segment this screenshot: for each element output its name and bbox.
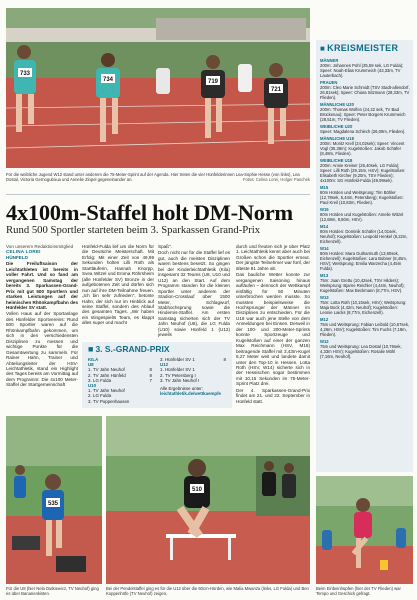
paragraph: durch und freuten sich je über Platz 1. Leichtathletik kennt aber auch bei Großen schon die Sportler erneut. Der jüngste Teilnehmer war fünf, der älteste 81 Jahre alt. (236, 244, 310, 271)
paragraph: Doch nicht nur für die Staffel lief es gut, auch die meisten Disziplinen waren bestens besetzt. So gingen bei der Kinderleichtathletik (Kila) insgesamt 32 Teams (U8, U10 und U12) an den Start. Auf dem Programm standen für die kleinen Sportler unter anderem der Stadion-Crosslauf über 1500 Meter, Schlagwurf, Stabhochsprung sowie die Hindernis-Staffel. Am ersten Samstag sicherten sich der TV Jahn Neuhof (U8), die LG Fulda (U10) sowie Hünfeld 1 (U12) jeweils (158, 250, 230, 338)
sidebar-category: W12 (320, 339, 329, 344)
byline-name: CELINA LOREI (6, 249, 41, 255)
sidebar-result-text: 75m und Weitsprung: Lea Dostal (10,76sek, 4,33m HSV); Kugelstoßen: Rosalie Möhl (7,16m, Neuhof). (320, 344, 402, 359)
sidebar-category: MÄNNER (320, 58, 339, 63)
photo-one-leg-hop (316, 476, 413, 584)
sidebar-category: M15 (320, 185, 329, 190)
photo-u8-crate-run (6, 416, 102, 584)
bottom-middle-caption: Bei der Pendelstaffel ging es für die U12 über die 60cm-Hürden, wie Malia Mwanza (links, LG Fulda) und Ben Koppenhöfe (TV Neuhof) zeigen. (106, 586, 309, 596)
photo-hurdle-relay (106, 416, 310, 584)
paragraph: Der 4. Sparkassen-Grand-Prix findet am 21. und 22. September in Hünfeld statt. (236, 387, 310, 404)
results-link[interactable]: leichtathletik.de/wettkaempfe (160, 391, 221, 397)
dateline: HÜNFELD (6, 254, 28, 260)
bib-number: 719 (207, 79, 219, 85)
sidebar-category: WEIBLICHE U18 (320, 158, 353, 163)
sidebar-category: MÄNNLICHE U20 (320, 102, 354, 107)
sidebar-title: ■ KREISMEISTER (320, 43, 399, 53)
results-group-head: U12 (160, 362, 169, 368)
bullet-icon: ■ (320, 44, 326, 53)
sidebar-result-text: Speer: Magdalena Schlech (26,09m, Flieden). (320, 129, 406, 134)
sidebar-category: M12 (320, 317, 329, 322)
kreismeister-sidebar (316, 40, 413, 472)
sidebar-result-text: 75m und Weitsprung: Fabian Leibold (10,67sek, 4,26m, HSV); Kugelstoßen: Tim Fuchs (7,18m, Flieden). (320, 322, 410, 337)
sidebar-result-text: 80m Hürden und Weitsprung: Tim Böhler (12,78sek, 5,44m, Petersberg); Kugelstoßen: Paul Kreil (10,83m, Flieden). (320, 190, 404, 205)
article-column-3 (158, 244, 230, 340)
sidebar-category: WEIBLICHE U20 (320, 124, 353, 129)
paragraph: Die Freiluftsaison der Leichtathleten ist bereits in voller Fahrt. Und so fand am vergangenen Samstag der bereits 3. Sparkassen-Grand-Prix mit gut 500 Sportlern und starken Leistungen auf der heimischen Rhönkampfbahn des Hünfelder SV statt. (6, 261, 78, 310)
bib-number: 721 (270, 87, 282, 93)
bottom-right-caption: Beim Einbeinhüpfen (hier der TV Flieden) war Tempo und Geschick gefragt. (316, 586, 401, 596)
article-column-1 (6, 244, 78, 389)
results-row: 3. TV Jahn Neuhof I (160, 377, 200, 383)
results-row: 3. Hünfelder SV 1 8 (160, 357, 226, 362)
article-subheadline: Rund 500 Sportler starteten beim 3. Sparkassen Grand-Prix (6, 224, 261, 236)
bib-number: 535 (47, 501, 59, 507)
results-row: 3. TV Poppenhausen (88, 398, 130, 404)
results-row: 2. TV Petersberg I (160, 372, 196, 378)
divider (6, 194, 310, 195)
bib-number: 510 (191, 487, 203, 493)
photo-sprint-race (6, 8, 310, 168)
sidebar-result-text: 200m: Thomas Wolfen (24,22 sek, TV Bad Brückenau); Speer: Peter Borgers Krummeich (28,51m, TV Flieden). (320, 107, 406, 122)
results-row: 2. TV Jahn Hünfeld 8 (88, 372, 152, 378)
sidebar-result-text: 80m Hürden: Dominik Schäfer (14,01sek, Neuhof); Kugelstoßen: Leopold Henkel (8,22m, Eichenzell). (320, 229, 408, 244)
paragraph: Vollen Haus auf der Sportanlage des Hünfelder Sportvereins: Rund 500 Sportler waren auf die Rhönkampfbahn gekommen, um sich in den verschiedensten Disziplinen zu messen und wichtige Punkte für die Gesamtwertung zu sammeln. Für Rainer Hahn, Trainer und Abteilungsleiter der HSV-Leichtathletik, stand ein Highlight des Tages bereits am Vormittag auf dem Programm: Die 4x100 Meter-Staffel der Startgemeinschaft (6, 311, 78, 388)
article-headline: 4x100m-Staffel holt DM-Norm (6, 200, 293, 225)
results-box-title: ■ 3. S.-GRAND-PRIX (88, 344, 170, 354)
results-category: KILA (88, 357, 99, 362)
top-photo-caption (6, 172, 310, 182)
sidebar-body (320, 56, 410, 359)
article-column-2 (82, 244, 154, 340)
results-row: 1. TV Jahn Neuhof (88, 388, 125, 394)
sidebar-result-text: 200m: Moritz Krell (24,02sek); Speer: Vincent Vogl (35,38m); Kugelstoßen: Jakob Schäfer (8,48m, Flieden). (320, 141, 405, 156)
bib-number: 734 (102, 77, 114, 83)
bottom-left-caption: Für die U8 (hier Nela Dutkiewicz, TV Neuhof) ging es über Bananenkisten. (6, 586, 99, 596)
results-row: 3. LG Fulda 7 (88, 377, 152, 383)
grand-prix-results-box (82, 342, 232, 408)
results-left-column (88, 357, 152, 404)
sidebar-category: M14 (320, 224, 329, 229)
results-row: 1. TV Jahn Neuhof 8 (88, 367, 152, 373)
sidebar-result-text: 200m: Cleo Marie Schmidt (TSV Stadt-allendorf, 26,81sek); Speer: Chiara Sitzmann (28,33m, TV Flieden). (320, 85, 410, 100)
sidebar-category: MÄNNLICHE U18 (320, 136, 354, 141)
results-more-label: Alle Ergebnisse unter: (160, 386, 203, 392)
results-row: 1. Hünfelder SV 1 (160, 367, 195, 373)
sidebar-result-text: 200m: Johannes Pohl (25,59 sek, LG Fulda); Speer: Noah-Elias Krummeich (43,33m, TV Lauterbach). (320, 63, 404, 78)
byline-label: Von unserem Redaktionsmitglied (6, 244, 74, 249)
paragraph: Spaß". (158, 244, 172, 249)
results-group-head: U8 (88, 362, 94, 368)
sidebar-category: W15 (320, 207, 329, 212)
bib-number: 733 (19, 71, 31, 77)
results-group-head: U10 (88, 383, 97, 389)
bullet-icon: ■ (88, 344, 94, 354)
paragraph: Hünfeld-Fulda lief um die Norm für die Deutsche Meisterschaft. Mit Erfolg: Mit einer Zeit von 49,99 Sekunden holten Lilli Roth als Startläuferin, Hannah Knorpp, Svea Witzel und Emma Röhrsheim (alle Hünfelder SV) Bronze in der aufgebotenen Zeit und dürfen sich nun auf ihre DM-Teilnahme freuen. „Ich bin sehr zufrieden", betonte Hahn, der sich nur im Hinblick auf seine Staffel, sondern des Ablauf des gesamten Tages. „Wir haben ein stingespielts Team, es klappt alles super und macht (82, 244, 154, 326)
sidebar-category: FRAUEN (320, 80, 338, 85)
caption-text: Für die weibliche Jugend W12 stand unter anderem die 75-Meter-Sprint auf der Agenda. Hier treten die vier Hünfelderinnen Lea-Sophie Hesse (von links), Lea Dostal, Victoria Gernoguboua und Annelie Zinpel gegeneinander an. (6, 172, 300, 182)
sidebar-category: W14 (320, 246, 329, 251)
photo-credit: Fotos: Celina Lorei, Holger Paschek (242, 177, 310, 182)
sidebar-category: W13 (320, 295, 329, 300)
sidebar-result-text: 75m: Juan Grettu (10,42sek, TSV Hilders); Weitsprung: Bjarne Reichler (4,44m, Neuhof); Kugelstoßen: Max Beckmann (8,77m, HSV). (320, 278, 405, 293)
sidebar-result-text: 80m Hürden: Mara Gutharmuth (13,60sek, Eichenzell); Kugelstoßen: Lara Bubner (8,45m, HSV); Weitsprung: Emilia Warzecha (4,45m Fulda). (320, 251, 408, 271)
sidebar-category: M13 (320, 273, 329, 278)
results-row: 2. LG Fulda (88, 393, 112, 399)
sidebar-result-text: 80m Hürden und Kugelstoßen: Amelie Witzel (12,68m, 8,80m, HSV). (320, 212, 404, 222)
sidebar-result-text: 200m: Annie Kreiser (26,40sek, LG Fulda); Speer: Lilli Roth (29,15m, HSV); Kugelstoßen: Elisabeth Kircher (9,20m, TSV Flieden); 4x100m: SG Hünfeld-Fulda (49,99sek). (320, 163, 406, 183)
results-right-column (160, 357, 226, 396)
paragraph: Das bauliche Wetter konnte zur vergangenen Saisoning hinaus aufläufen – dennoch der Wettkampf einfältig für 50 Minuten unterbrochen werden musste. So mussten beispielsweise die Hochsprunger der Männer im Disziplinen zu entschieden. Für die U18 war auch jene Stelle von dem Anmeldungen bei Einsen. Derweil in der 100- und 200-Meter-Sprints konnte Sportzeuge und Kugelstoßen auf einer der ganzen Max Reichmann (HSV, M18) beitragende Staffel mit 3,43m-Kugel 8,27 Meter weit und landete damit unter den Top-10 in Hessen. Lotta Roth (HSV, W14) sicherte sich in der Hessischen sogar bestimmen mit 10,15 Sekunden im 75-Meter-Sprint Platz drei. (236, 272, 310, 387)
article-column-4 (236, 244, 310, 405)
sidebar-result-text: 75m: Lotta Roth (10,15sek, HSV); Weitsprung: Maja Bock (4,42m, Neuhof); Kugelstoßen: Leonie Laicks (8,77m, Eichenzell). (320, 300, 407, 315)
